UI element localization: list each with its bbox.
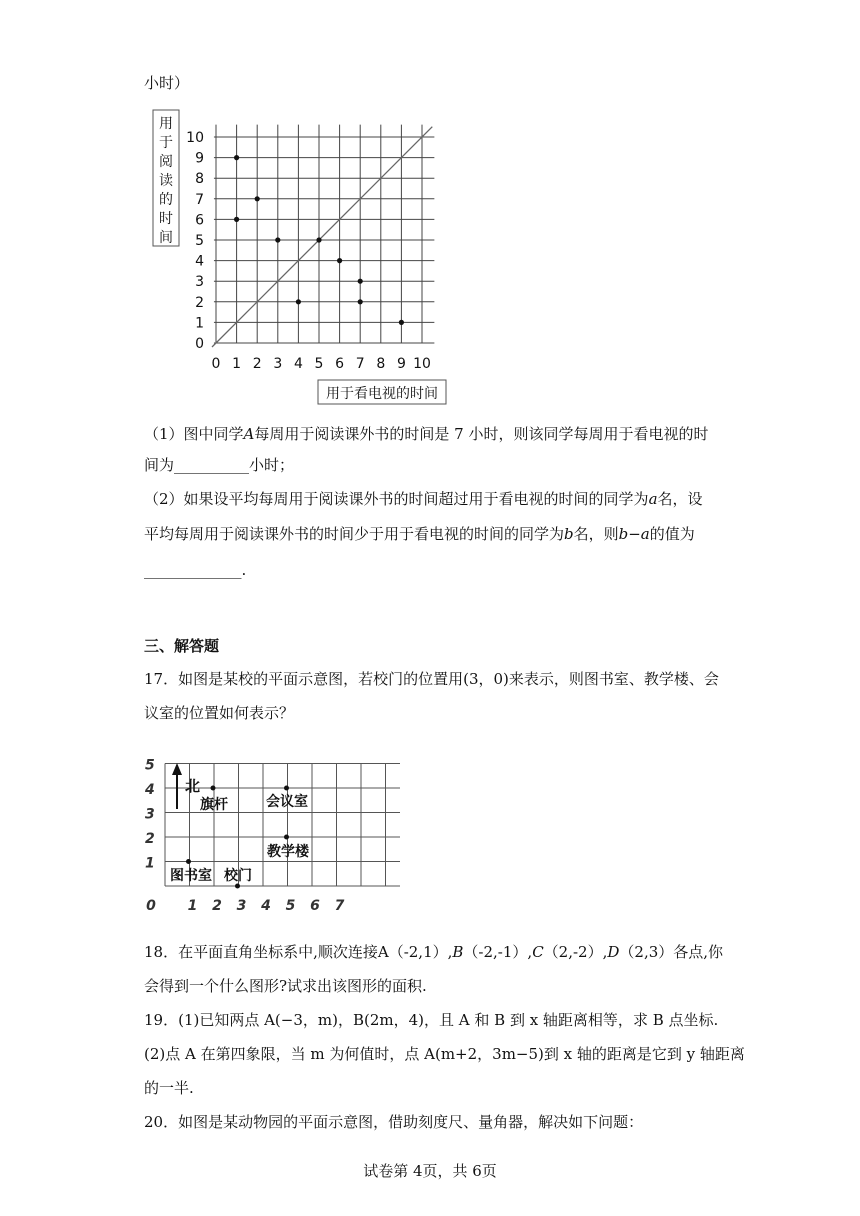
q16-p2-b: 名，设 (657, 490, 703, 508)
y-axis-label (159, 116, 173, 246)
y-tick-label: 3 (195, 274, 204, 291)
q16-part2-line1 (144, 489, 703, 509)
var-b: b (564, 525, 574, 543)
q16-part1-line1 (144, 424, 708, 444)
y-axis-label-char: 于 (159, 135, 173, 151)
map-y-ticks (144, 758, 155, 872)
q19-line3: 的一半. (144, 1079, 194, 1097)
data-point (296, 299, 301, 304)
y-axis-label-char: 用 (159, 116, 173, 132)
q18-a: 18．在平面直角坐标系中,顺次连接A（-2,1）, (144, 943, 453, 961)
q16-p2-e: 的值为 (649, 525, 695, 543)
teaching-building-label: 教学楼 (267, 844, 309, 860)
data-point (337, 258, 342, 263)
q20-line1: 20．如图是某动物园的平面示意图，借助刻度尺、量角器，解决如下问题： (144, 1113, 644, 1131)
gate-label: 校门 (224, 868, 252, 884)
y-tick-label: 2 (195, 294, 204, 311)
q18-c: （2,-2）, (543, 943, 608, 961)
q16-p1-c: 间为 (144, 456, 175, 474)
map-x-ticks (146, 898, 345, 914)
map-y-tick: 4 (145, 782, 155, 798)
scatter-chart (148, 108, 448, 408)
map-point (186, 859, 191, 864)
map-point (284, 786, 289, 791)
flagpole-label: 旗杆 (200, 797, 228, 813)
data-point (399, 320, 404, 325)
x-tick-label: 7 (355, 356, 365, 372)
y-tick-label: 9 (195, 150, 204, 167)
data-point (255, 196, 260, 201)
x-tick-label: 4 (293, 356, 303, 372)
q16-p2-d: 名，则 (573, 525, 619, 543)
x-tick-label: 2 (252, 356, 262, 372)
y-tick-label: 6 (195, 212, 204, 229)
section-title: 三、解答题 (144, 637, 220, 655)
north-label: 北 (185, 777, 201, 795)
q16-part2-line3 (144, 560, 246, 580)
y-tick-label: 7 (195, 191, 204, 208)
var-a: a (648, 490, 658, 508)
q16-p2-a: （2）如果设平均每周用于阅读课外书的时间超过用于看电视的时间的同学为 (144, 490, 649, 508)
diagonal-line (212, 127, 432, 347)
point-b: B (452, 943, 464, 961)
x-axis-label: 用于看电视的时间 (326, 386, 438, 402)
data-point (234, 217, 239, 222)
point-c: C (532, 943, 544, 961)
q19-line2: (2)点 A 在第四象限，当 m 为何值时，点 A(m+2，3m−5)到 x 轴的距离是它到 y 轴距离 (144, 1045, 745, 1063)
q18-b: （-2,-1）, (463, 943, 533, 961)
map-x-tick: 0 (146, 898, 156, 914)
answer-blank: __________ (174, 456, 250, 474)
map-y-tick: 5 (145, 757, 155, 774)
q17-line1: 17．如图是某校的平面示意图，若校门的位置用(3，0)来表示，则图书室、教学楼、会 (144, 670, 719, 688)
map-x-tick: 7 (334, 898, 345, 914)
q18-d: （2,3）各点,你 (619, 943, 724, 961)
x-tick-label: 10 (413, 356, 431, 372)
point-d: D (607, 943, 620, 961)
y-tick-label: 0 (195, 336, 204, 352)
map-x-tick: 1 (187, 898, 198, 914)
y-axis-label-char: 的 (159, 192, 173, 208)
y-axis-label-char: 阅 (159, 154, 173, 170)
north-arrow-icon (172, 763, 182, 809)
page-footer: 试卷第 4页，共 6页 (363, 1162, 497, 1180)
map-x-tick: 5 (285, 898, 296, 914)
var-a: A (243, 425, 255, 443)
map-y-tick: 2 (145, 831, 155, 847)
y-axis-label-char: 间 (159, 230, 173, 246)
map-x-tick: 4 (261, 898, 271, 914)
x-tick-label: 6 (335, 356, 345, 372)
q16-part2-line2 (144, 524, 695, 544)
answer-blank: _____________ (144, 561, 242, 579)
continued-text: 小时） (144, 74, 190, 92)
x-tick-label: 1 (232, 356, 242, 372)
data-point (358, 279, 363, 284)
y-tick-label: 10 (186, 130, 204, 146)
map-x-tick: 2 (212, 898, 222, 914)
map-x-tick: 3 (236, 898, 247, 914)
y-tick-label: 1 (195, 315, 204, 332)
map-y-tick: 3 (145, 806, 155, 823)
y-axis-label-char: 时 (159, 211, 173, 227)
reference-line (212, 127, 432, 347)
data-point (275, 237, 280, 242)
q16-p1-d: 小时； (249, 456, 295, 474)
y-tick-label: 4 (195, 253, 204, 270)
q18-line1 (144, 942, 723, 962)
data-point (234, 155, 239, 160)
map-y-tick: 1 (145, 855, 155, 872)
x-tick-labels (212, 356, 431, 372)
map-point (284, 835, 289, 840)
period: . (241, 561, 247, 579)
data-point (316, 237, 321, 242)
expr-b-minus-a: b−a (618, 525, 650, 543)
q16-p1-a: （1）图中同学 (144, 425, 244, 443)
x-tick-label: 0 (211, 356, 221, 372)
y-axis-label-char: 读 (159, 173, 173, 189)
map-point (235, 884, 240, 889)
x-tick-label: 3 (273, 356, 283, 372)
y-tick-label: 8 (195, 171, 204, 188)
q18-line2: 会得到一个什么图形?试求出该图形的面积. (144, 977, 427, 995)
q16-part1-line2 (144, 455, 294, 475)
x-tick-label: 9 (396, 356, 406, 372)
q17-line2: 议室的位置如何表示？ (144, 704, 295, 722)
x-tick-label: 5 (314, 356, 324, 372)
q16-p2-c: 平均每周用于阅读课外书的时间少于用于看电视的时间的同学为 (144, 525, 565, 543)
map-point (211, 786, 216, 791)
q16-p1-b: 每周用于阅读课外书的时间是 7 小时，则该同学每周用于看电视的时 (254, 425, 709, 443)
library-label: 图书室 (170, 868, 212, 884)
map-x-tick: 6 (310, 898, 320, 914)
meeting-room-label: 会议室 (266, 794, 308, 810)
y-tick-label: 5 (195, 233, 204, 249)
x-tick-label: 8 (376, 356, 386, 372)
data-point (358, 299, 363, 304)
q19-line1: 19．(1)已知两点 A(−3，m)，B(2m，4)，且 A 和 B 到 x 轴距离相等，求 B 点坐标. (144, 1011, 719, 1029)
school-map (140, 755, 400, 915)
y-tick-labels (186, 130, 204, 352)
